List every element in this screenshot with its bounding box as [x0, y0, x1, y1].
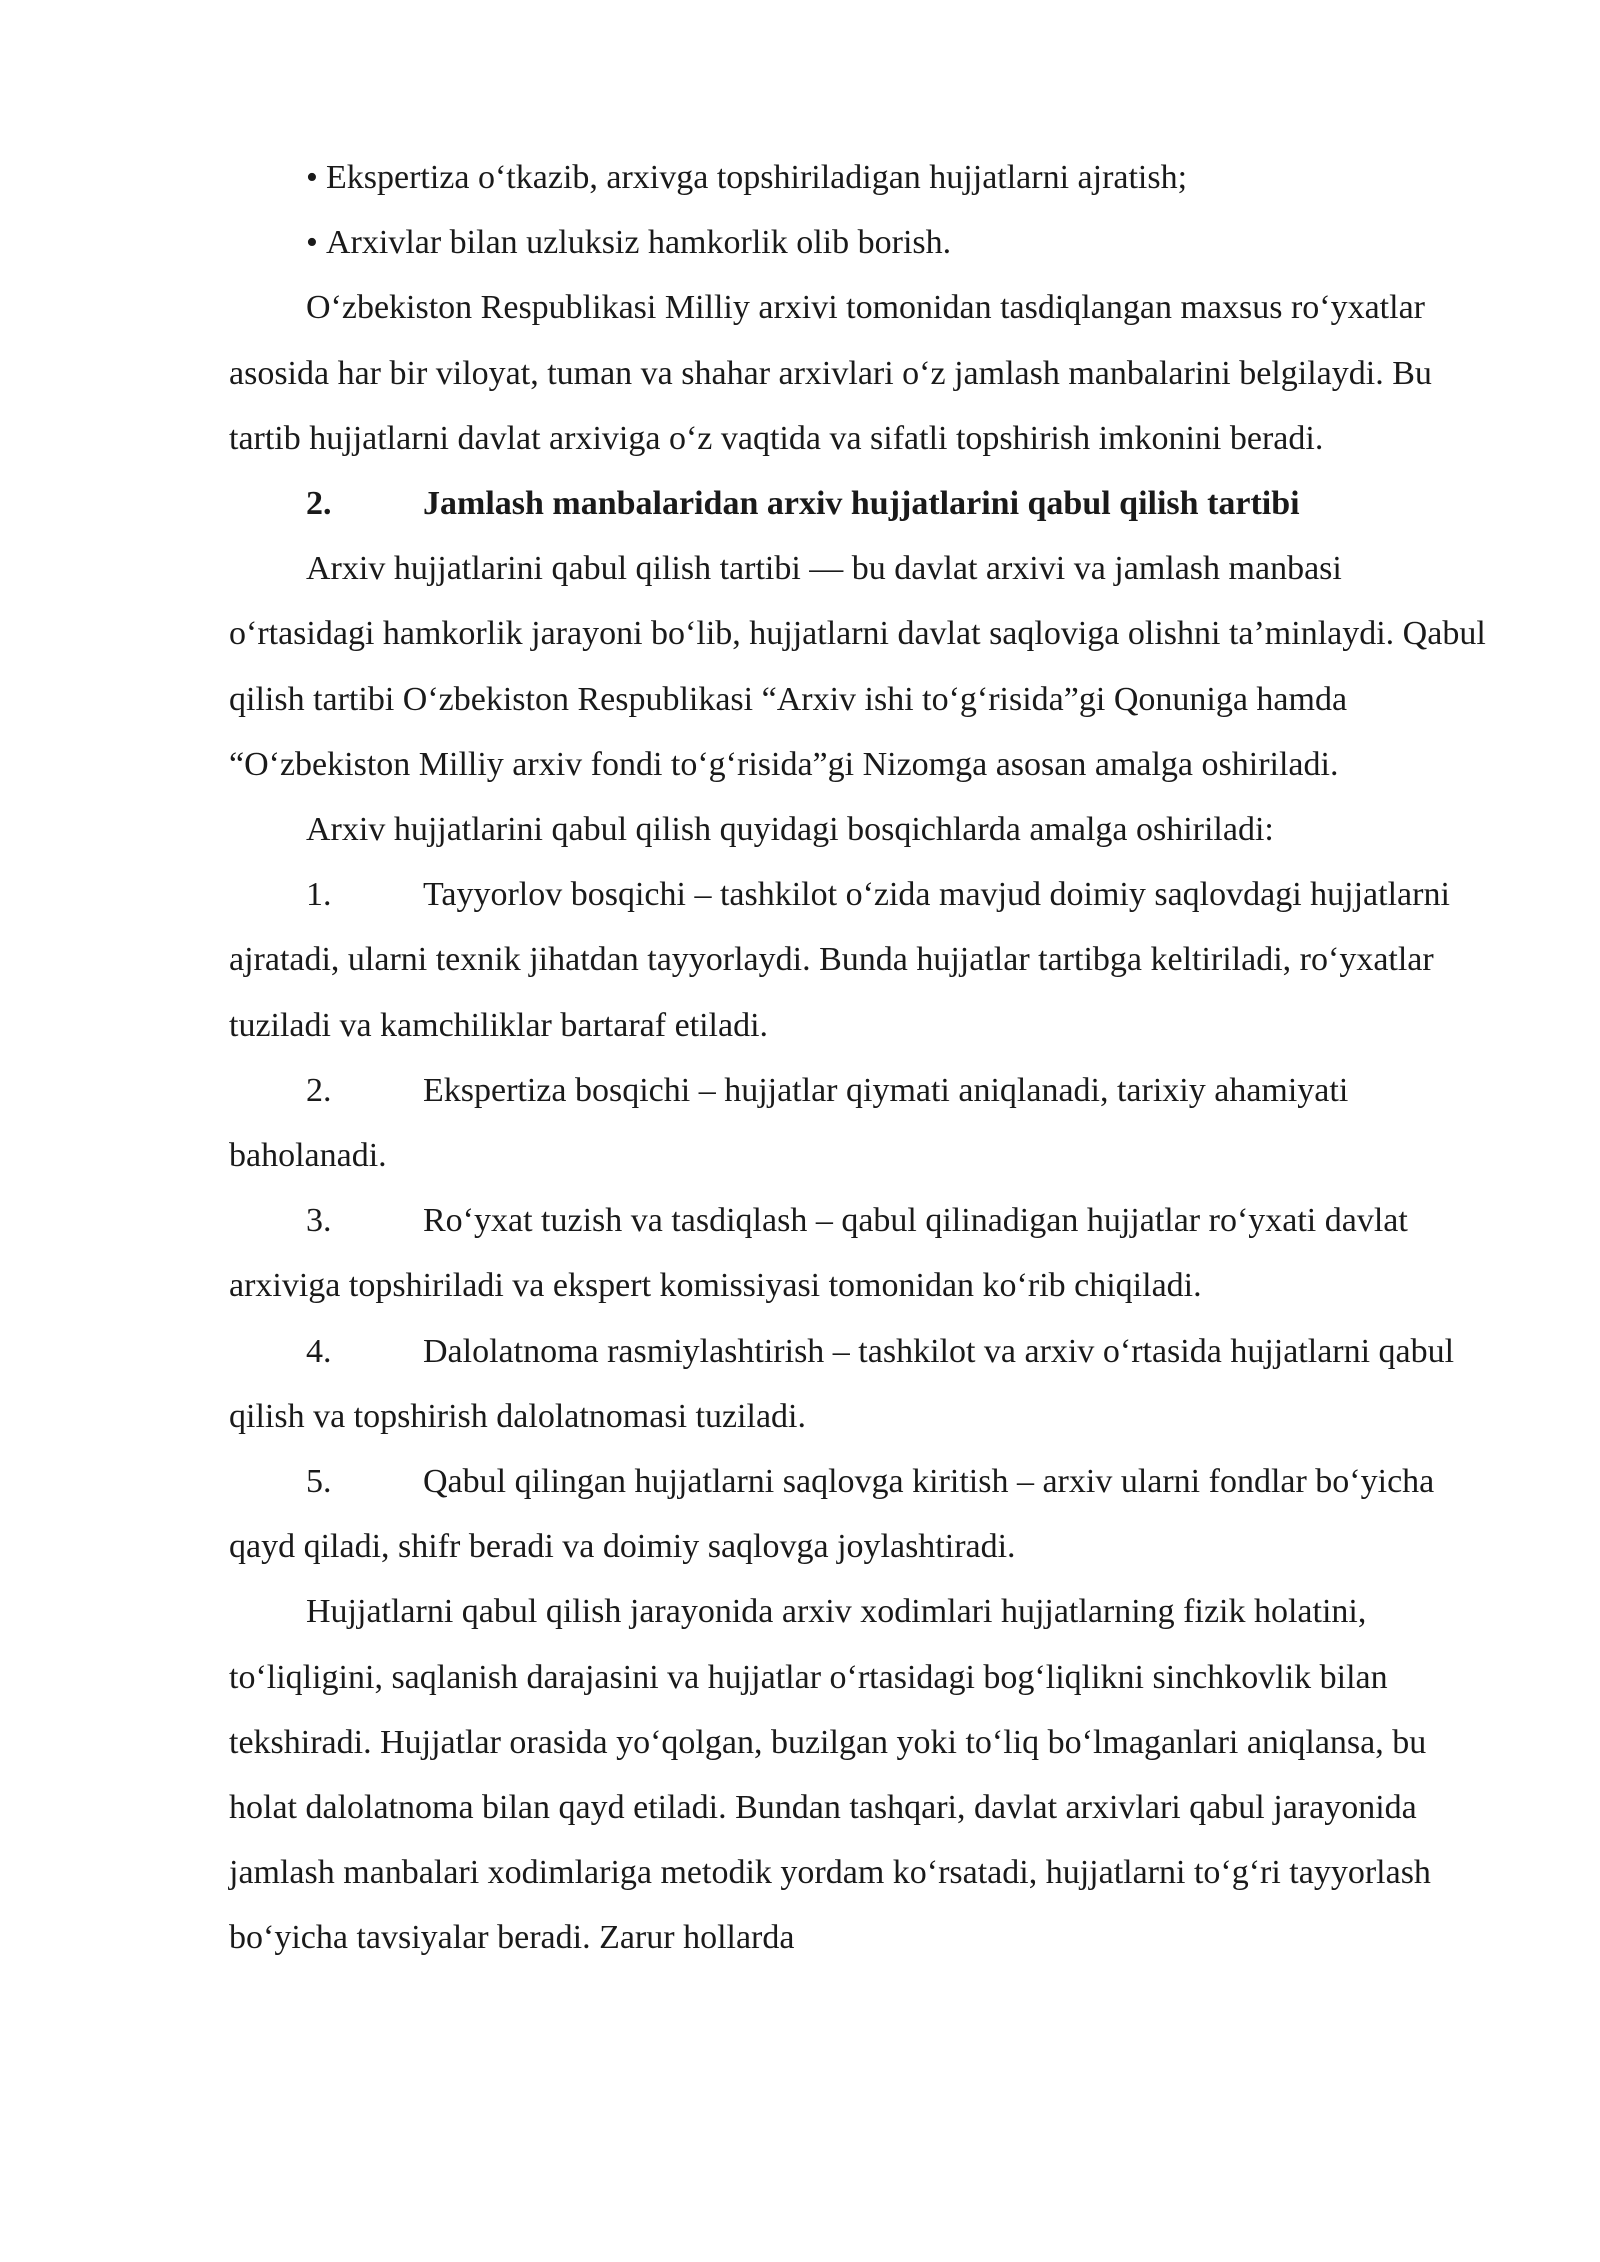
- bullet-item: [229, 210, 1489, 275]
- step-text: Dalolatnoma rasmiylashtirish – tashkilot va arxiv o‘rtasida hujjatlarni qabul qilish va topshirish dalolatnomasi tuziladi.: [229, 1332, 1455, 1435]
- step-text: Ekspertiza bosqichi – hujjatlar qiymati aniqlanadi, tarixiy ahamiyati baholanadi.: [229, 1071, 1349, 1175]
- numbered-step: [229, 1188, 1489, 1318]
- step-number: 3.: [306, 1202, 332, 1240]
- step-text: Qabul qilingan hujjatlarni saqlovga kiritish – arxiv ularni fondlar bo‘yicha qayd qiladi, shifr beradi va doimiy saqlovga joylashtiradi.: [229, 1463, 1435, 1566]
- paragraph-intro: O‘zbekiston Respublikasi Milliy arxivi tomonidan tasdiqlangan maxsus ro‘yxatlar asosida har bir viloyat, tuman va shahar arxivlari o‘z jamlash manbalarini belgilaydi. Bu tartib hujjatlarni davlat arxiviga o‘z vaqtida va sifatli topshirish imkonini beradi.: [229, 289, 1432, 457]
- step-number: 1.: [306, 876, 332, 914]
- step-text: Ro‘yxat tuzish va tasdiqlash – qabul qilinadigan hujjatlar ro‘yxati davlat arxiviga topshiriladi va ekspert komissiyasi tomonidan ko‘rib chiqiladi.: [229, 1202, 1408, 1305]
- step-text: Tayyorlov bosqichi – tashkilot o‘zida mavjud doimiy saqlovdagi hujjatlarni ajratadi, ularni texnik jihatdan tayyorlaydi. Bunda hujjatlar tartibga keltiriladi, ro‘yxatlar tuziladi va kamchiliklar bartaraf etiladi.: [229, 876, 1450, 1044]
- section-number: 2.: [306, 485, 332, 523]
- document-body: [229, 145, 1489, 1971]
- bullet-text: Ekspertiza o‘tkazib, arxivga topshiriladigan hujjatlarni ajratish;: [326, 159, 1188, 196]
- paragraph-definition: Arxiv hujjatlarini qabul qilish tartibi — bu davlat arxivi va jamlash manbasi o‘rtasidagi hamkorlik jarayoni bo‘lib, hujjatlarni davlat saqloviga olishni ta’minlaydi. Qabul qilish tartibi O‘zbekiston Respublikasi “Arxiv ishi to‘g‘risida”gi Qonuniga hamda “O‘zbekiston Milliy arxiv fondi to‘g‘risida”gi Nizomga asosan amalga oshiriladi.: [229, 550, 1486, 783]
- numbered-step: [229, 862, 1489, 1058]
- bullet-text: Arxivlar bilan uzluksiz hamkorlik olib borish.: [326, 224, 952, 262]
- paragraph-closing: Hujjatlarni qabul qilish jarayonida arxiv xodimlari hujjatlarning fizik holatini, to‘liqligini, saqlanish darajasini va hujjatlar o‘rtasidagi bog‘liqlikni sinchkovlik bilan tekshiradi. Hujjatlar orasida yo‘qolgan, buzilgan yoki to‘liq bo‘lmaganlari aniqlansa, bu holat dalolatnoma bilan qayd etiladi. Bundan tashqari, davlat arxivlari qabul jarayonida jamlash manbalari xodimlariga metodik yordam ko‘rsatadi, hujjatlarni to‘g‘ri tayyorlash bo‘yicha tavsiyalar beradi. Zarur hollarda: [229, 1593, 1431, 1957]
- numbered-step: [229, 1319, 1489, 1449]
- step-number: 2.: [306, 1071, 332, 1109]
- bullet-icon: •: [306, 159, 318, 196]
- bullet-icon: •: [306, 224, 318, 262]
- step-number: 5.: [306, 1463, 332, 1501]
- step-number: 4.: [306, 1332, 332, 1370]
- numbered-step: [229, 1058, 1489, 1188]
- section-title: Jamlash manbalaridan arxiv hujjatlarini qabul qilish tartibi: [423, 485, 1300, 523]
- paragraph-stages-intro: Arxiv hujjatlarini qabul qilish quyidagi bosqichlarda amalga oshiriladi:: [306, 811, 1274, 849]
- bullet-item: [229, 145, 1489, 210]
- section-heading: [229, 471, 1489, 536]
- numbered-step: [229, 1449, 1489, 1579]
